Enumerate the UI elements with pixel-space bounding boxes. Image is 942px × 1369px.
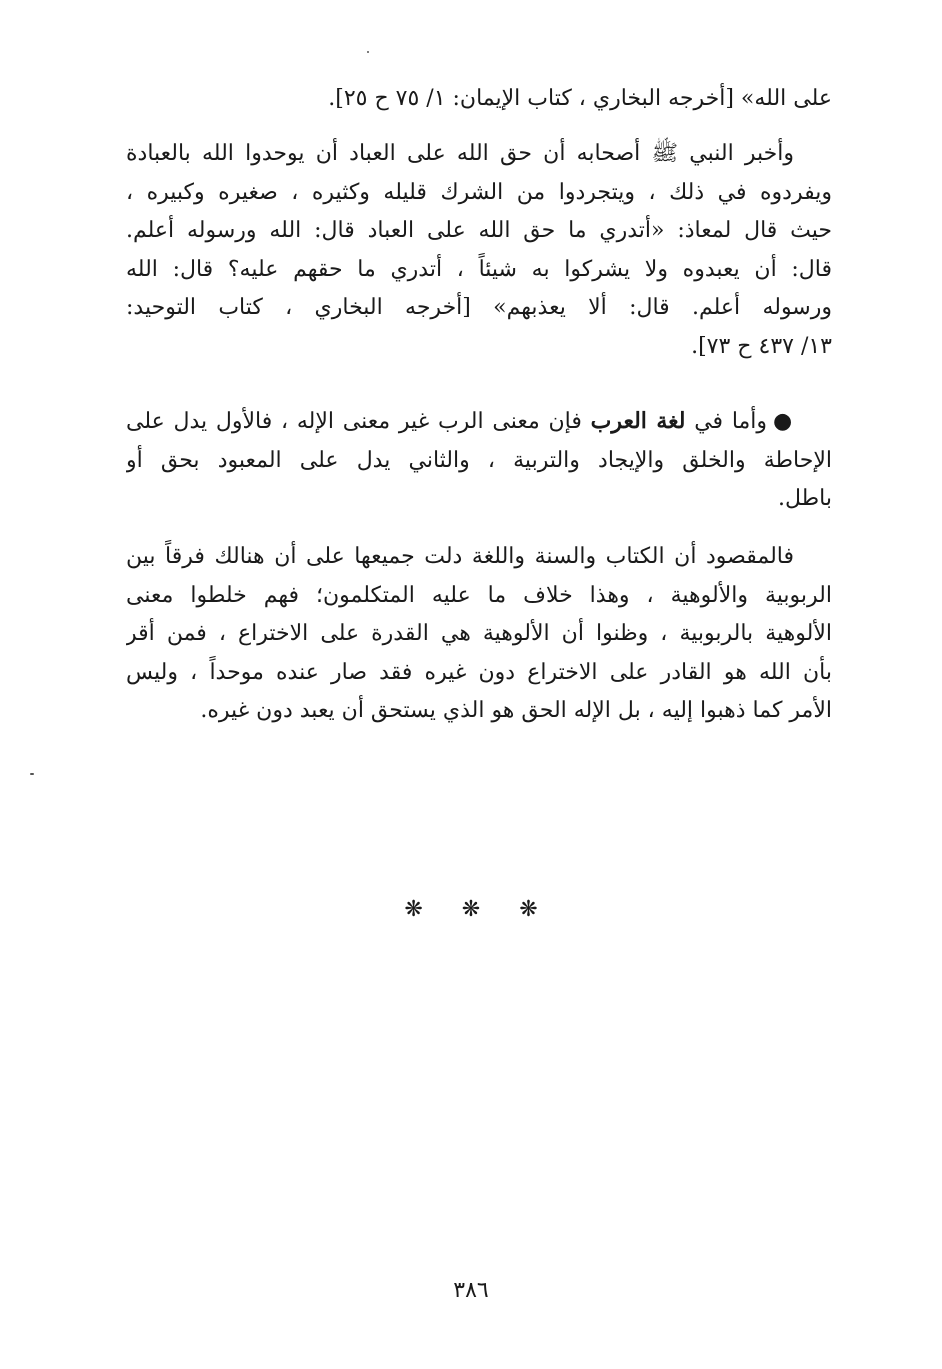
text-line: الأمر كما ذهبوا إليه ، بل الإله الحق هو الذي يستحق أن يعبد دون غيره. xyxy=(200,698,832,723)
asterism-icon: ❋ xyxy=(404,897,423,922)
text-line: ويفردوه في ذلك ، ويتجردوا من الشرك قليله وكثيره ، صغيره وكبيره ، xyxy=(126,179,832,205)
text-line: الألوهية بالربوبية ، وظنوا أن الألوهية هي القدرة على الاختراع ، فمن أقر xyxy=(126,621,832,646)
page-number: ٣٨٦ xyxy=(453,1278,489,1303)
paragraph-arabic-language xyxy=(126,402,832,519)
continuation-line xyxy=(126,80,832,119)
asterism-icon: ❋ xyxy=(461,897,481,922)
lead-text: وأما في xyxy=(694,409,768,434)
bold-term: لغة العرب xyxy=(590,408,686,434)
text-line: بأن الله هو القادر على الاختراع دون غيره فقد صار عنده موحداً ، وليس xyxy=(126,659,832,685)
line-rest: فإن معنى الرب غير معنى الإله ، فالأول يدل على xyxy=(126,409,582,434)
text-line: فالمقصود أن الكتاب والسنة واللغة دلت جميعها على أن هنالك فرقاً بين xyxy=(126,544,794,569)
scan-speck xyxy=(30,773,34,775)
text-line: ١٣/ ٤٣٧ ح ٧٣]. xyxy=(691,333,832,359)
text-line: وأخبر النبي ﷺ أصحابه أن حق الله على العباد أن يوحدوا الله بالعبادة xyxy=(126,141,794,166)
asterism-icon: ❋ xyxy=(519,897,538,922)
text-line: ورسوله أعلم. قال: ألا يعذبهم» [أخرجه البخاري ، كتاب التوحيد: xyxy=(126,295,832,320)
paragraph-conclusion xyxy=(126,538,832,731)
scan-speck xyxy=(367,51,369,53)
text-line: الربوبية والألوهية ، وهذا خلاف ما عليه المتكلمون؛ فهم خلطوا معنى xyxy=(126,582,832,608)
text-line xyxy=(126,402,832,442)
text-line: قال: أن يعبدوه ولا يشركوا به شيئاً ، أتدري ما حقهم عليه؟ قال: الله xyxy=(126,256,832,282)
bullet-icon: ● xyxy=(773,408,795,434)
text-line: باطل. xyxy=(778,486,832,511)
section-separator xyxy=(0,897,942,922)
text-line: الإحاطة والخلق والإيجاد والتربية ، والثاني يدل على المعبود بحق أو xyxy=(126,447,832,473)
text-line: حيث قال لمعاذ: «أتدري ما حق الله على العباد قال: الله ورسوله أعلم. xyxy=(126,218,832,243)
text-line: على الله» [أخرجه البخاري ، كتاب الإيمان: ١/ ٧٥ ح ٢٥]. xyxy=(328,86,832,111)
paragraph-prophet-hadith xyxy=(126,135,832,366)
